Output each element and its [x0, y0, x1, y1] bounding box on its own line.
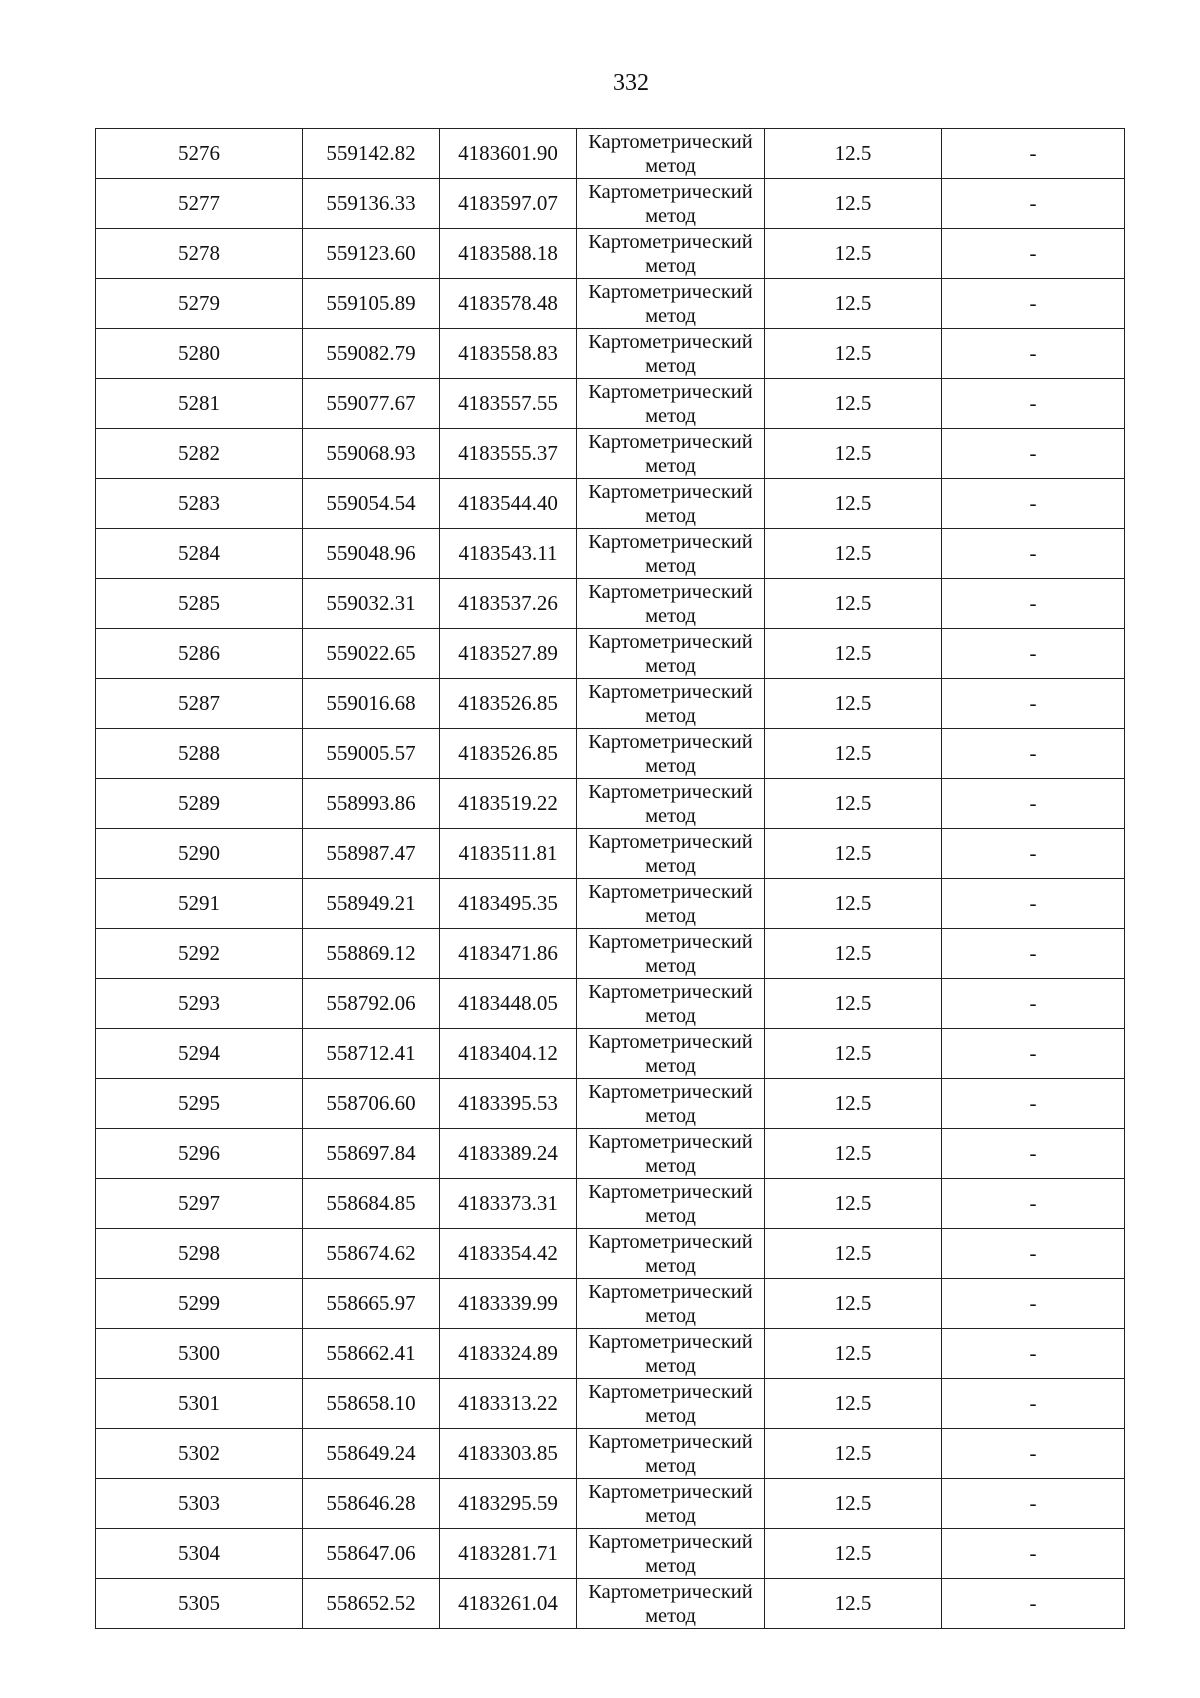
x-coordinate-cell: 559068.93 — [303, 429, 440, 479]
accuracy-cell: 12.5 — [765, 379, 942, 429]
note-cell: - — [942, 1279, 1125, 1329]
point-number-cell: 5291 — [96, 879, 303, 929]
method-line-2: метод — [645, 954, 696, 977]
x-coordinate-cell: 558993.86 — [303, 779, 440, 829]
method-line-1: Картометрический — [588, 330, 753, 353]
method-line-2: метод — [645, 1554, 696, 1577]
method-line-1: Картометрический — [588, 230, 753, 253]
method-line-1: Картометрический — [588, 880, 753, 903]
table-row — [96, 129, 1125, 179]
x-coordinate-cell: 559077.67 — [303, 379, 440, 429]
y-coordinate-cell: 4183354.42 — [440, 1229, 577, 1279]
point-number-cell: 5280 — [96, 329, 303, 379]
table-row — [96, 779, 1125, 829]
note-cell: - — [942, 1579, 1125, 1629]
point-number-cell: 5279 — [96, 279, 303, 329]
x-coordinate-cell: 558647.06 — [303, 1529, 440, 1579]
method-line-1: Картометрический — [588, 1180, 753, 1203]
table-body — [96, 129, 1125, 1629]
method-cell — [577, 229, 765, 279]
method-cell — [577, 1329, 765, 1379]
note-cell: - — [942, 579, 1125, 629]
x-coordinate-cell: 559022.65 — [303, 629, 440, 679]
accuracy-cell: 12.5 — [765, 479, 942, 529]
accuracy-cell: 12.5 — [765, 529, 942, 579]
point-number-cell: 5281 — [96, 379, 303, 429]
y-coordinate-cell: 4183281.71 — [440, 1529, 577, 1579]
accuracy-cell: 12.5 — [765, 179, 942, 229]
note-cell: - — [942, 429, 1125, 479]
x-coordinate-cell: 558949.21 — [303, 879, 440, 929]
y-coordinate-cell: 4183295.59 — [440, 1479, 577, 1529]
point-number-cell: 5301 — [96, 1379, 303, 1429]
note-cell: - — [942, 879, 1125, 929]
method-cell — [577, 629, 765, 679]
method-line-2: метод — [645, 1354, 696, 1377]
y-coordinate-cell: 4183404.12 — [440, 1029, 577, 1079]
y-coordinate-cell: 4183471.86 — [440, 929, 577, 979]
method-cell — [577, 279, 765, 329]
x-coordinate-cell: 559048.96 — [303, 529, 440, 579]
y-coordinate-cell: 4183448.05 — [440, 979, 577, 1029]
accuracy-cell: 12.5 — [765, 779, 942, 829]
method-cell — [577, 1279, 765, 1329]
coordinates-table — [95, 128, 1125, 1629]
table-row — [96, 929, 1125, 979]
y-coordinate-cell: 4183519.22 — [440, 779, 577, 829]
accuracy-cell: 12.5 — [765, 579, 942, 629]
accuracy-cell: 12.5 — [765, 879, 942, 929]
note-cell: - — [942, 229, 1125, 279]
point-number-cell: 5292 — [96, 929, 303, 979]
table-row — [96, 179, 1125, 229]
method-line-1: Картометрический — [588, 130, 753, 153]
x-coordinate-cell: 558697.84 — [303, 1129, 440, 1179]
table-row — [96, 1479, 1125, 1529]
point-number-cell: 5302 — [96, 1429, 303, 1479]
note-cell: - — [942, 329, 1125, 379]
y-coordinate-cell: 4183395.53 — [440, 1079, 577, 1129]
method-cell — [577, 1429, 765, 1479]
method-cell — [577, 179, 765, 229]
x-coordinate-cell: 558674.62 — [303, 1229, 440, 1279]
table-row — [96, 279, 1125, 329]
method-line-1: Картометрический — [588, 530, 753, 553]
method-line-2: метод — [645, 904, 696, 927]
method-cell — [577, 1379, 765, 1429]
method-cell — [577, 829, 765, 879]
point-number-cell: 5300 — [96, 1329, 303, 1379]
accuracy-cell: 12.5 — [765, 279, 942, 329]
accuracy-cell: 12.5 — [765, 429, 942, 479]
accuracy-cell: 12.5 — [765, 1529, 942, 1579]
y-coordinate-cell: 4183578.48 — [440, 279, 577, 329]
note-cell: - — [942, 179, 1125, 229]
method-cell — [577, 1579, 765, 1629]
x-coordinate-cell: 559105.89 — [303, 279, 440, 329]
note-cell: - — [942, 1529, 1125, 1579]
table-row — [96, 979, 1125, 1029]
accuracy-cell: 12.5 — [765, 1179, 942, 1229]
method-line-2: метод — [645, 454, 696, 477]
note-cell: - — [942, 1129, 1125, 1179]
note-cell: - — [942, 979, 1125, 1029]
y-coordinate-cell: 4183511.81 — [440, 829, 577, 879]
accuracy-cell: 12.5 — [765, 929, 942, 979]
method-line-2: метод — [645, 1004, 696, 1027]
y-coordinate-cell: 4183537.26 — [440, 579, 577, 629]
method-line-1: Картометрический — [588, 780, 753, 803]
method-line-1: Картометрический — [588, 480, 753, 503]
point-number-cell: 5287 — [96, 679, 303, 729]
method-line-1: Картометрический — [588, 1230, 753, 1253]
accuracy-cell: 12.5 — [765, 1029, 942, 1079]
point-number-cell: 5284 — [96, 529, 303, 579]
point-number-cell: 5283 — [96, 479, 303, 529]
x-coordinate-cell: 558652.52 — [303, 1579, 440, 1629]
note-cell: - — [942, 779, 1125, 829]
table-row — [96, 1029, 1125, 1079]
method-line-1: Картометрический — [588, 1380, 753, 1403]
method-cell — [577, 1029, 765, 1079]
y-coordinate-cell: 4183389.24 — [440, 1129, 577, 1179]
method-line-2: метод — [645, 204, 696, 227]
table-row — [96, 429, 1125, 479]
note-cell: - — [942, 529, 1125, 579]
point-number-cell: 5295 — [96, 1079, 303, 1129]
x-coordinate-cell: 559005.57 — [303, 729, 440, 779]
note-cell: - — [942, 1029, 1125, 1079]
y-coordinate-cell: 4183557.55 — [440, 379, 577, 429]
note-cell: - — [942, 279, 1125, 329]
accuracy-cell: 12.5 — [765, 679, 942, 729]
y-coordinate-cell: 4183324.89 — [440, 1329, 577, 1379]
x-coordinate-cell: 558684.85 — [303, 1179, 440, 1229]
method-line-1: Картометрический — [588, 930, 753, 953]
x-coordinate-cell: 559142.82 — [303, 129, 440, 179]
point-number-cell: 5290 — [96, 829, 303, 879]
x-coordinate-cell: 559016.68 — [303, 679, 440, 729]
y-coordinate-cell: 4183313.22 — [440, 1379, 577, 1429]
method-cell — [577, 779, 765, 829]
y-coordinate-cell: 4183261.04 — [440, 1579, 577, 1629]
point-number-cell: 5293 — [96, 979, 303, 1029]
table-row — [96, 479, 1125, 529]
method-line-1: Картометрический — [588, 680, 753, 703]
point-number-cell: 5278 — [96, 229, 303, 279]
table-row — [96, 1329, 1125, 1379]
y-coordinate-cell: 4183495.35 — [440, 879, 577, 929]
x-coordinate-cell: 558658.10 — [303, 1379, 440, 1429]
table-row — [96, 729, 1125, 779]
point-number-cell: 5305 — [96, 1579, 303, 1629]
table-row — [96, 379, 1125, 429]
method-cell — [577, 329, 765, 379]
table-row — [96, 1379, 1125, 1429]
method-line-1: Картометрический — [588, 1080, 753, 1103]
point-number-cell: 5289 — [96, 779, 303, 829]
accuracy-cell: 12.5 — [765, 1279, 942, 1329]
method-cell — [577, 879, 765, 929]
y-coordinate-cell: 4183526.85 — [440, 679, 577, 729]
note-cell: - — [942, 1429, 1125, 1479]
method-line-2: метод — [645, 554, 696, 577]
accuracy-cell: 12.5 — [765, 1479, 942, 1529]
method-line-1: Картометрический — [588, 1530, 753, 1553]
method-cell — [577, 579, 765, 629]
method-line-2: метод — [645, 404, 696, 427]
x-coordinate-cell: 558662.41 — [303, 1329, 440, 1379]
y-coordinate-cell: 4183544.40 — [440, 479, 577, 529]
note-cell: - — [942, 1379, 1125, 1429]
method-line-2: метод — [645, 854, 696, 877]
point-number-cell: 5304 — [96, 1529, 303, 1579]
accuracy-cell: 12.5 — [765, 729, 942, 779]
method-cell — [577, 479, 765, 529]
note-cell: - — [942, 629, 1125, 679]
method-line-1: Картометрический — [588, 380, 753, 403]
table-row — [96, 579, 1125, 629]
table-row — [96, 1429, 1125, 1479]
y-coordinate-cell: 4183555.37 — [440, 429, 577, 479]
method-line-2: метод — [645, 1104, 696, 1127]
method-line-2: метод — [645, 154, 696, 177]
method-cell — [577, 679, 765, 729]
point-number-cell: 5277 — [96, 179, 303, 229]
note-cell: - — [942, 1329, 1125, 1379]
accuracy-cell: 12.5 — [765, 129, 942, 179]
table-row — [96, 1279, 1125, 1329]
x-coordinate-cell: 559032.31 — [303, 579, 440, 629]
method-cell — [577, 1529, 765, 1579]
note-cell: - — [942, 479, 1125, 529]
accuracy-cell: 12.5 — [765, 1379, 942, 1429]
method-cell — [577, 929, 765, 979]
page-number: 332 — [613, 70, 649, 96]
method-cell — [577, 1129, 765, 1179]
method-line-1: Картометрический — [588, 630, 753, 653]
note-cell: - — [942, 129, 1125, 179]
method-cell — [577, 1179, 765, 1229]
x-coordinate-cell: 559082.79 — [303, 329, 440, 379]
method-line-1: Картометрический — [588, 280, 753, 303]
table-row — [96, 829, 1125, 879]
method-line-2: метод — [645, 1204, 696, 1227]
accuracy-cell: 12.5 — [765, 1329, 942, 1379]
point-number-cell: 5296 — [96, 1129, 303, 1179]
method-line-2: метод — [645, 654, 696, 677]
y-coordinate-cell: 4183558.83 — [440, 329, 577, 379]
x-coordinate-cell: 558646.28 — [303, 1479, 440, 1529]
point-number-cell: 5294 — [96, 1029, 303, 1079]
x-coordinate-cell: 558792.06 — [303, 979, 440, 1029]
method-line-1: Картометрический — [588, 580, 753, 603]
note-cell: - — [942, 729, 1125, 779]
point-number-cell: 5282 — [96, 429, 303, 479]
x-coordinate-cell: 559136.33 — [303, 179, 440, 229]
method-line-2: метод — [645, 504, 696, 527]
y-coordinate-cell: 4183527.89 — [440, 629, 577, 679]
method-line-1: Картометрический — [588, 1280, 753, 1303]
point-number-cell: 5299 — [96, 1279, 303, 1329]
method-line-2: метод — [645, 1504, 696, 1527]
x-coordinate-cell: 558987.47 — [303, 829, 440, 879]
y-coordinate-cell: 4183339.99 — [440, 1279, 577, 1329]
y-coordinate-cell: 4183588.18 — [440, 229, 577, 279]
point-number-cell: 5276 — [96, 129, 303, 179]
table-row — [96, 1179, 1125, 1229]
x-coordinate-cell: 558712.41 — [303, 1029, 440, 1079]
table-row — [96, 329, 1125, 379]
method-line-1: Картометрический — [588, 1480, 753, 1503]
note-cell: - — [942, 679, 1125, 729]
method-line-1: Картометрический — [588, 430, 753, 453]
point-number-cell: 5298 — [96, 1229, 303, 1279]
note-cell: - — [942, 1079, 1125, 1129]
method-line-1: Картометрический — [588, 830, 753, 853]
table-row — [96, 1579, 1125, 1629]
method-line-2: метод — [645, 254, 696, 277]
method-line-2: метод — [645, 1404, 696, 1427]
note-cell: - — [942, 829, 1125, 879]
x-coordinate-cell: 558665.97 — [303, 1279, 440, 1329]
method-line-1: Картометрический — [588, 1330, 753, 1353]
x-coordinate-cell: 559054.54 — [303, 479, 440, 529]
y-coordinate-cell: 4183601.90 — [440, 129, 577, 179]
accuracy-cell: 12.5 — [765, 1229, 942, 1279]
method-cell — [577, 379, 765, 429]
method-line-2: метод — [645, 1154, 696, 1177]
method-cell — [577, 429, 765, 479]
point-number-cell: 5285 — [96, 579, 303, 629]
x-coordinate-cell: 559123.60 — [303, 229, 440, 279]
note-cell: - — [942, 379, 1125, 429]
method-line-2: метод — [645, 1604, 696, 1627]
accuracy-cell: 12.5 — [765, 1079, 942, 1129]
accuracy-cell: 12.5 — [765, 629, 942, 679]
method-line-1: Картометрический — [588, 1580, 753, 1603]
method-line-2: метод — [645, 304, 696, 327]
point-number-cell: 5288 — [96, 729, 303, 779]
method-line-2: метод — [645, 804, 696, 827]
y-coordinate-cell: 4183303.85 — [440, 1429, 577, 1479]
y-coordinate-cell: 4183543.11 — [440, 529, 577, 579]
accuracy-cell: 12.5 — [765, 1579, 942, 1629]
table-row — [96, 1529, 1125, 1579]
table-row — [96, 679, 1125, 729]
accuracy-cell: 12.5 — [765, 1429, 942, 1479]
method-line-1: Картометрический — [588, 1130, 753, 1153]
method-cell — [577, 1479, 765, 1529]
table-row — [96, 1129, 1125, 1179]
table-row — [96, 879, 1125, 929]
x-coordinate-cell: 558869.12 — [303, 929, 440, 979]
note-cell: - — [942, 1179, 1125, 1229]
method-line-2: метод — [645, 1054, 696, 1077]
y-coordinate-cell: 4183597.07 — [440, 179, 577, 229]
point-number-cell: 5286 — [96, 629, 303, 679]
method-cell — [577, 729, 765, 779]
method-cell — [577, 529, 765, 579]
method-cell — [577, 979, 765, 1029]
y-coordinate-cell: 4183526.85 — [440, 729, 577, 779]
method-line-2: метод — [645, 754, 696, 777]
accuracy-cell: 12.5 — [765, 329, 942, 379]
accuracy-cell: 12.5 — [765, 979, 942, 1029]
method-line-1: Картометрический — [588, 1030, 753, 1053]
accuracy-cell: 12.5 — [765, 1129, 942, 1179]
method-line-1: Картометрический — [588, 730, 753, 753]
x-coordinate-cell: 558706.60 — [303, 1079, 440, 1129]
method-line-2: метод — [645, 1454, 696, 1477]
table-row — [96, 529, 1125, 579]
x-coordinate-cell: 558649.24 — [303, 1429, 440, 1479]
method-line-2: метод — [645, 354, 696, 377]
method-line-2: метод — [645, 1254, 696, 1277]
method-line-2: метод — [645, 704, 696, 727]
method-line-2: метод — [645, 1304, 696, 1327]
accuracy-cell: 12.5 — [765, 829, 942, 879]
method-line-2: метод — [645, 604, 696, 627]
y-coordinate-cell: 4183373.31 — [440, 1179, 577, 1229]
note-cell: - — [942, 1229, 1125, 1279]
table-row — [96, 1079, 1125, 1129]
method-cell — [577, 1229, 765, 1279]
note-cell: - — [942, 929, 1125, 979]
method-line-1: Картометрический — [588, 1430, 753, 1453]
method-cell — [577, 1079, 765, 1129]
method-line-1: Картометрический — [588, 980, 753, 1003]
table-row — [96, 229, 1125, 279]
table-row — [96, 629, 1125, 679]
note-cell: - — [942, 1479, 1125, 1529]
method-cell — [577, 129, 765, 179]
accuracy-cell: 12.5 — [765, 229, 942, 279]
point-number-cell: 5297 — [96, 1179, 303, 1229]
method-line-1: Картометрический — [588, 180, 753, 203]
table-row — [96, 1229, 1125, 1279]
point-number-cell: 5303 — [96, 1479, 303, 1529]
